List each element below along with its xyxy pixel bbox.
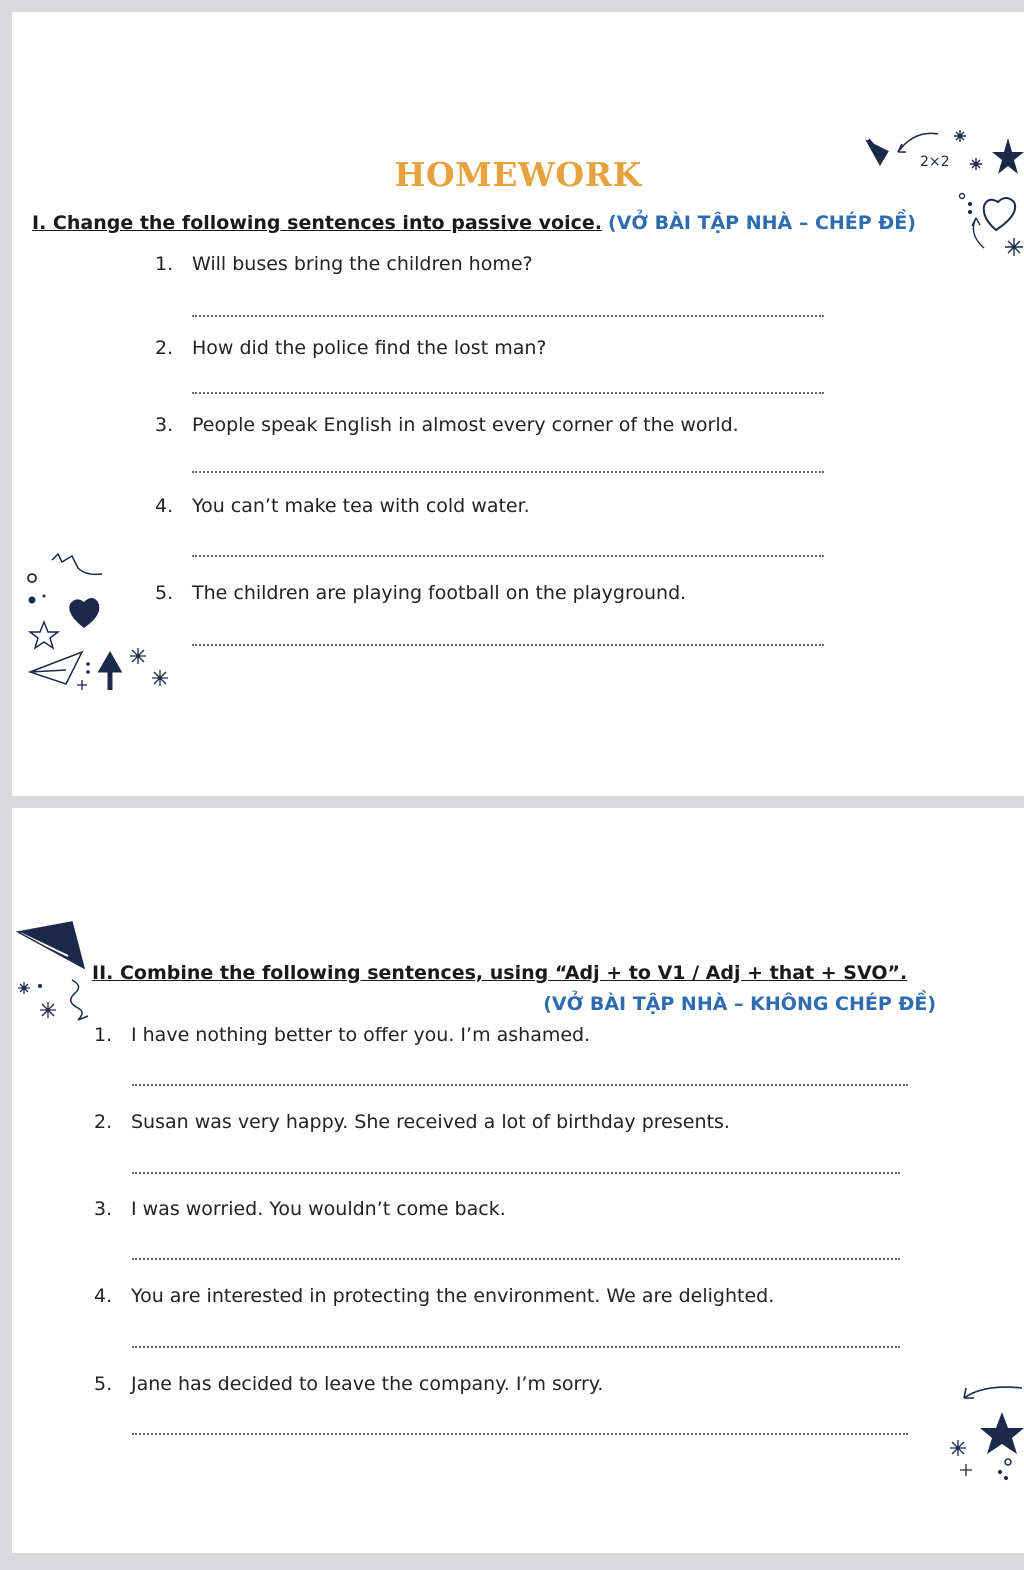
answer-line-1-3[interactable] [192, 471, 824, 473]
circle-icon [28, 574, 36, 582]
arrow-up-icon [102, 656, 118, 690]
question-1-1: 1. Will buses bring the children home? [155, 253, 533, 275]
asterisk-icon [960, 1464, 972, 1476]
question-2-2: 2. Susan was very happy. She received a lot of birthday presents. [94, 1111, 730, 1133]
question-1-3: 3. People speak English in almost every corner of the world. [155, 414, 739, 436]
question-1-5: 5. The children are playing football on the playground. [155, 582, 687, 604]
heart-outline-icon [984, 198, 1015, 230]
asterisk-icon [18, 982, 30, 994]
answer-line-2-1[interactable] [132, 1084, 908, 1086]
doodle-text: 2×2 [920, 154, 950, 170]
squiggle-icon [52, 554, 102, 574]
asterisk-icon [40, 1002, 56, 1018]
answer-line-2-2[interactable] [132, 1172, 900, 1174]
answer-line-1-5[interactable] [192, 644, 824, 646]
question-2-4: 4. You are interested in protecting the environment. We are delighted. [94, 1285, 775, 1307]
paper-plane-icon [30, 652, 82, 684]
curved-arrow-icon [898, 133, 938, 152]
section-1-note: (VỞ BÀI TẬP NHÀ – CHÉP ĐỀ) [608, 212, 916, 234]
section-1-instruction: I. Change the following sentences into passive voice. [32, 212, 602, 234]
worksheet-page-2 [12, 808, 1024, 1553]
curved-arrow-icon [964, 1387, 1022, 1398]
doodle-top-right [864, 122, 1024, 262]
question-1-2: 2. How did the police find the lost man? [155, 337, 547, 359]
heart-icon [69, 598, 99, 628]
question-1-4: 4. You can’t make tea with cold water. [155, 495, 530, 517]
answer-line-2-4[interactable] [132, 1346, 900, 1348]
question-2-1: 1. I have nothing better to offer you. I’m ashamed. [94, 1024, 591, 1046]
question-2-3: 3. I was worried. You wouldn’t come back. [94, 1198, 506, 1220]
answer-line-1-4[interactable] [192, 555, 824, 557]
doodle-bottom-right [932, 1378, 1024, 1488]
star-outline-icon [30, 622, 58, 648]
star-icon [980, 1412, 1024, 1454]
asterisk-icon [130, 648, 146, 664]
asterisk-icon [970, 158, 982, 170]
section-1-heading [32, 210, 916, 236]
doodle-left [22, 552, 182, 692]
asterisk-icon [77, 680, 87, 690]
section-2-heading [92, 960, 907, 986]
dot-icon [960, 194, 965, 199]
answer-line-2-3[interactable] [132, 1258, 900, 1260]
doodle-left-page2 [12, 916, 102, 1028]
squiggle-icon [71, 980, 82, 1020]
arrow-down-icon [868, 140, 886, 162]
worksheet-page-1 [12, 12, 1024, 796]
section-2-note: (VỞ BÀI TẬP NHÀ – KHÔNG CHÉP ĐỀ) [543, 993, 936, 1015]
answer-line-1-2[interactable] [192, 392, 824, 394]
answer-line-2-5[interactable] [132, 1433, 908, 1435]
page-title: HOMEWORK [394, 155, 642, 194]
asterisk-icon [954, 130, 966, 142]
asterisk-icon [152, 670, 168, 686]
asterisk-icon [1005, 238, 1023, 256]
asterisk-icon [950, 1440, 966, 1456]
question-2-5: 5. Jane has decided to leave the company. I’m sorry. [94, 1373, 604, 1395]
section-2-instruction: II. Combine the following sentences, using “Adj + to V1 / Adj + that + SVO”. [92, 962, 908, 984]
star-icon [992, 138, 1024, 174]
answer-line-1-1[interactable] [192, 315, 824, 317]
